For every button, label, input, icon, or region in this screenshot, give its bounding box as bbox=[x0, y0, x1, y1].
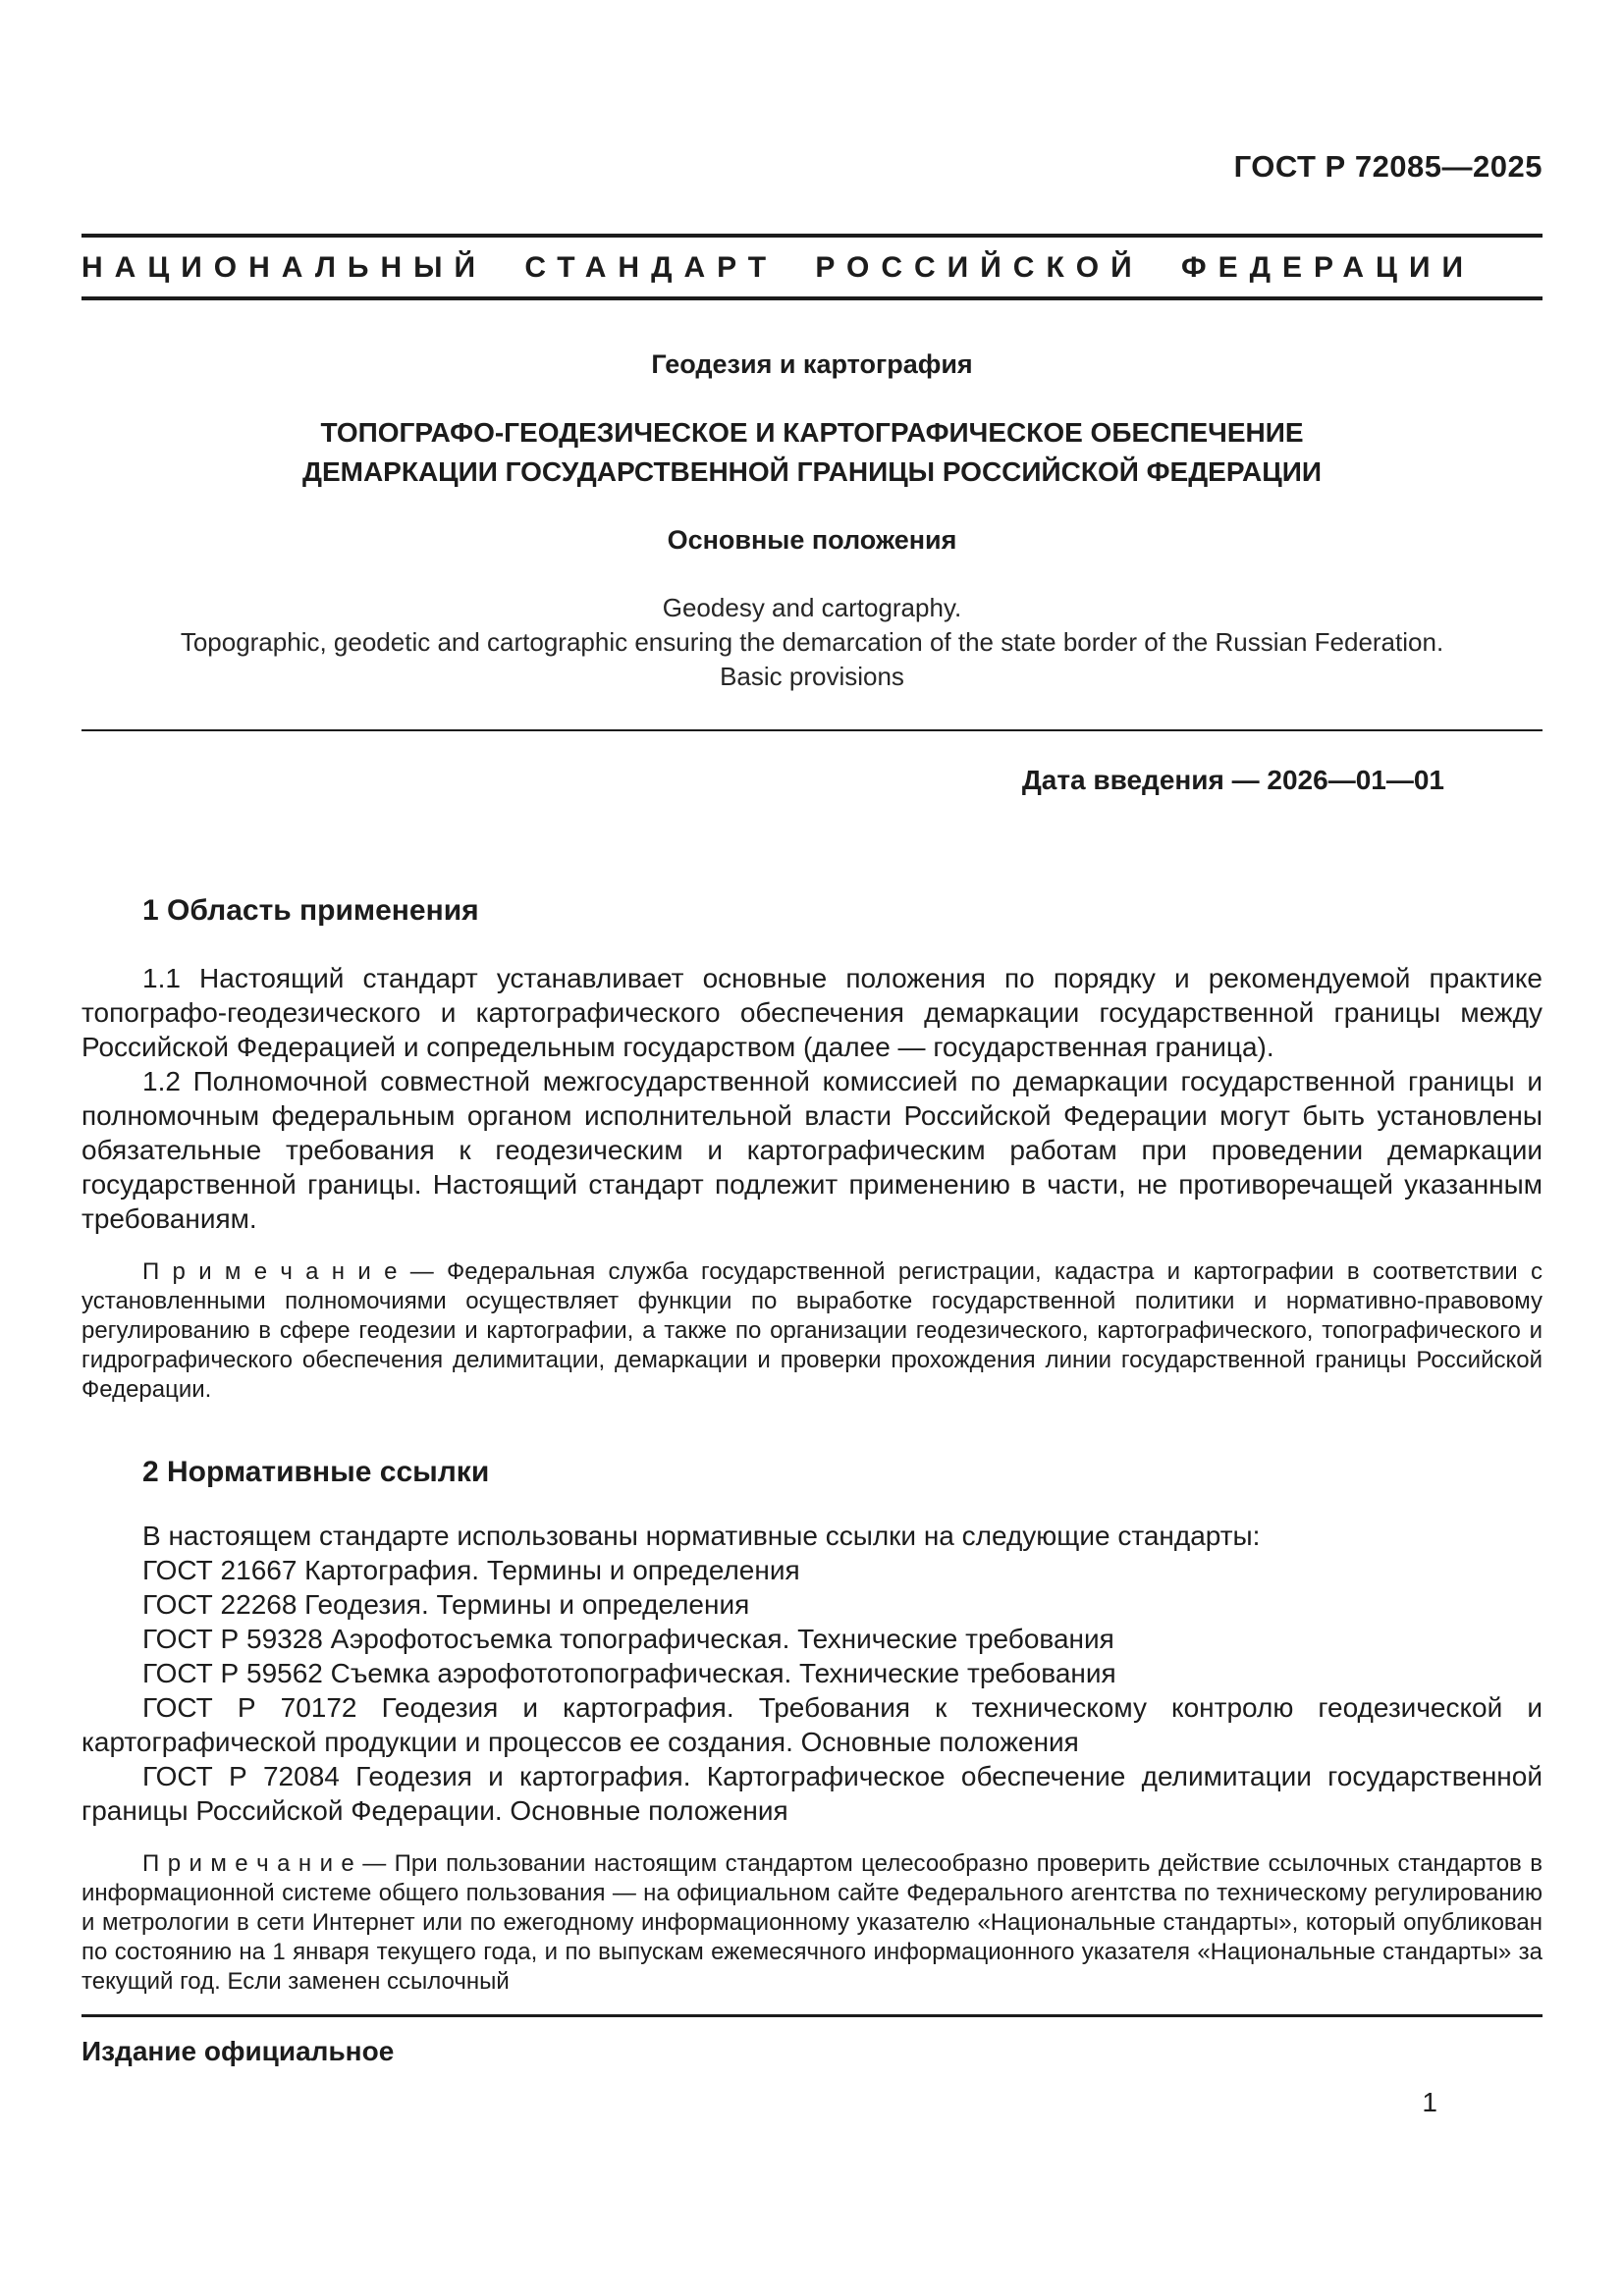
english-title-line-1: Geodesy and cartography. bbox=[662, 593, 962, 622]
scope-paragraph-1-1: 1.1 Настоящий стандарт устанавливает основные положения по порядку и рекомендуемой практике топографо-геодезического и картографического обеспечения демаркации государственной границы между Российской Федерацией и сопредельным государством (далее — государственная граница). bbox=[81, 963, 1543, 1062]
english-title bbox=[81, 591, 1543, 694]
english-title-line-2: Topographic, geodetic and cartographic ensuring the demarcation of the state border of the Russian Federation. bbox=[180, 627, 1444, 657]
references-intro: В настоящем стандарте использованы нормативные ссылки на следующие стандарты: bbox=[142, 1521, 1261, 1551]
edition-note: Издание официальное bbox=[81, 2036, 395, 2066]
top-rule bbox=[81, 234, 1543, 238]
page-number: 1 bbox=[1422, 2087, 1437, 2117]
main-title bbox=[81, 413, 1543, 492]
reference-item: ГОСТ Р 72084 Геодезия и картография. Картографическое обеспечение делимитации государственной границы Российской Федерации. Основные положения bbox=[81, 1761, 1543, 1826]
document-page bbox=[81, 0, 1543, 1997]
footer-rule bbox=[81, 2014, 1543, 2017]
main-title-line-2: ДЕМАРКАЦИИ ГОСУДАРСТВЕННОЙ ГРАНИЦЫ РОССИЙСКОЙ ФЕДЕРАЦИИ bbox=[302, 456, 1322, 487]
reference-item: ГОСТ Р 59562 Съемка аэрофототопографическая. Технические требования bbox=[142, 1658, 1116, 1688]
reference-item: ГОСТ Р 59328 Аэрофотосъемка топографическая. Технические требования bbox=[142, 1624, 1114, 1654]
section-references-title: 2 Нормативные ссылки bbox=[142, 1456, 490, 1488]
references-note: П р и м е ч а н и е — При пользовании настоящим стандартом целесообразно проверить действие ссылочных стандартов в информационной системе общего пользования — на официальном сайте Федерального агентства по техническому регулированию и метрологии в сети Интернет или по ежегодному информационному указателю «Национальные стандарты», который опубликован по состоянию на 1 января текущего года, и по выпускам ежемесячного информационного указателя «Национальные стандарты» за текущий год. Если заменен ссылочный bbox=[81, 1850, 1543, 1995]
effective-date: Дата введения — 2026—01—01 bbox=[1021, 765, 1444, 795]
subject-title: Геодезия и картография bbox=[651, 349, 973, 379]
reference-item: ГОСТ 21667 Картография. Термины и определения bbox=[142, 1555, 800, 1585]
doc-code: ГОСТ Р 72085—2025 bbox=[1233, 149, 1543, 184]
reference-item: ГОСТ 22268 Геодезия. Термины и определения bbox=[142, 1589, 750, 1620]
title-block-rule bbox=[81, 729, 1543, 731]
section-references bbox=[81, 1456, 1543, 1997]
section-scope-title: 1 Область применения bbox=[142, 894, 479, 927]
standard-type-rule bbox=[81, 296, 1543, 300]
scope-paragraph-1-2: 1.2 Полномочной совместной межгосударственной комиссией по демаркации государственной границы и полномочным федеральным органом исполнительной власти Российской Федерации могут быть установлены обязательные требования к геодезическим и картографическим работам при проведении демаркации государственной границы. Настоящий стандарт подлежит применению в части, не противоречащей указанным требованиям. bbox=[81, 1066, 1543, 1234]
english-title-line-3: Basic provisions bbox=[720, 662, 904, 691]
subtitle: Основные положения bbox=[667, 525, 957, 555]
main-title-line-1: ТОПОГРАФО-ГЕОДЕЗИЧЕСКОЕ И КАРТОГРАФИЧЕСКОЕ ОБЕСПЕЧЕНИЕ bbox=[320, 417, 1304, 448]
scope-note: П р и м е ч а н и е — Федеральная служба государственной регистрации, кадастра и картографии в соответствии с установленными полномочиями осуществляет функции по выработке государственной политики и нормативно-правовому регулированию в сфере геодезии и картографии, а также по организации геодезического, картографического, топографического и гидрографического обеспечения делимитации, демаркации и проверки прохождения линии государственной границы Российской Федерации. bbox=[81, 1258, 1543, 1403]
reference-item: ГОСТ Р 70172 Геодезия и картография. Требования к техническому контролю геодезической и картографической продукции и процессов ее создания. Основные положения bbox=[81, 1692, 1543, 1757]
standard-type-heading: НАЦИОНАЛЬНЫЙ СТАНДАРТ РОССИЙСКОЙ ФЕДЕРАЦИИ bbox=[81, 251, 1476, 284]
section-scope bbox=[81, 894, 1543, 1405]
